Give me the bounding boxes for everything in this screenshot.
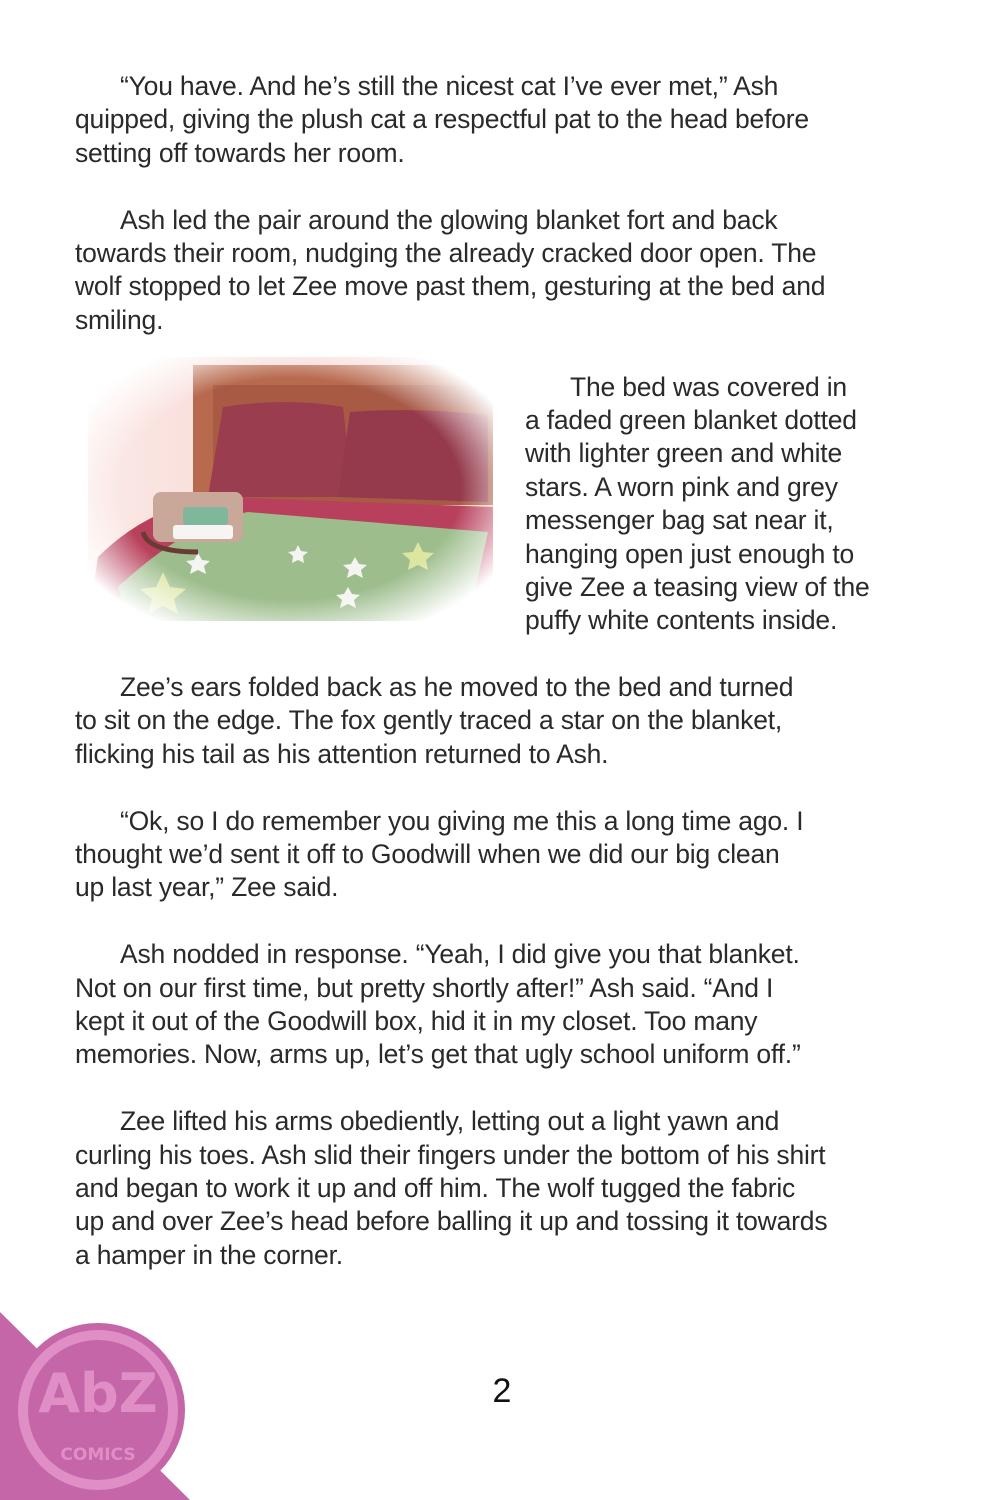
- text-line: wolf stopped to let Zee move past them, gesturing at the bed and: [75, 271, 826, 302]
- paragraph: [75, 805, 945, 905]
- figure-row: [75, 371, 945, 638]
- text-line: give Zee a teasing view of the: [525, 572, 870, 603]
- text-line: a faded green blanket dotted: [525, 405, 857, 436]
- text-line: “Ok, so I do remember you giving me this a long time ago. I: [120, 805, 804, 836]
- text-line: “You have. And he’s still the nicest cat I’ve ever met,” Ash: [120, 71, 779, 101]
- paragraph: [75, 671, 945, 771]
- text-line: messenger bag sat near it,: [525, 505, 834, 536]
- text-line: towards their room, nudging the already cracked door open. The: [75, 238, 817, 269]
- paragraph: [75, 204, 945, 338]
- text-line: thought we’d sent it off to Goodwill when we did our big clean: [75, 839, 780, 870]
- abz-comics-logo: [0, 1300, 250, 1500]
- text-line: to sit on the edge. The fox gently traced a star on the blanket,: [75, 705, 783, 736]
- bed-illustration: [88, 357, 493, 621]
- text-line: puffy white contents inside.: [525, 605, 838, 636]
- text-line: up and over Zee’s head before balling it up and tossing it towards: [75, 1206, 828, 1237]
- text-line: up last year,” Zee said.: [75, 872, 339, 903]
- text-line: Zee lifted his arms obediently, letting out a light yawn and: [120, 1106, 780, 1137]
- text-line: The bed was covered in: [570, 371, 847, 402]
- text-line: hanging open just enough to: [525, 538, 855, 569]
- text-line: quipped, giving the plush cat a respectful pat to the head before: [75, 104, 809, 135]
- text-line: curling his toes. Ash slid their fingers under the bottom of his shirt: [75, 1139, 826, 1170]
- text-line: with lighter green and white: [525, 438, 843, 469]
- text-line: setting off towards her room.: [75, 137, 405, 168]
- page-body: [75, 70, 945, 1306]
- text-line: Zee’s ears folded back as he moved to the bed and turned: [120, 672, 794, 703]
- text-line: kept it out of the Goodwill box, hid it in my closet. Too many: [75, 1006, 758, 1037]
- text-line: memories. Now, arms up, let’s get that ugly school uniform off.”: [75, 1039, 801, 1070]
- logo-subtext: COMICS: [60, 1445, 136, 1465]
- text-line: and began to work it up and off him. The wolf tugged the fabric: [75, 1173, 796, 1204]
- text-line: Not on our first time, but pretty shortly after!” Ash said. “And I: [75, 972, 774, 1003]
- paragraph: [75, 1105, 945, 1272]
- text-line: flicking his tail as his attention returned to Ash.: [75, 738, 609, 769]
- text-line: stars. A worn pink and grey: [525, 471, 838, 502]
- text-line: a hamper in the corner.: [75, 1239, 343, 1270]
- text-line: Ash nodded in response. “Yeah, I did give you that blanket.: [120, 939, 800, 970]
- paragraph: [75, 70, 945, 170]
- page-number: 2: [492, 1372, 512, 1410]
- text-line: Ash led the pair around the glowing blanket fort and back: [120, 204, 778, 235]
- text-line: smiling.: [75, 304, 164, 335]
- logo-wordmark: AbZ: [38, 1362, 158, 1425]
- figure-paragraph: [525, 371, 945, 638]
- paragraph: [75, 938, 945, 1072]
